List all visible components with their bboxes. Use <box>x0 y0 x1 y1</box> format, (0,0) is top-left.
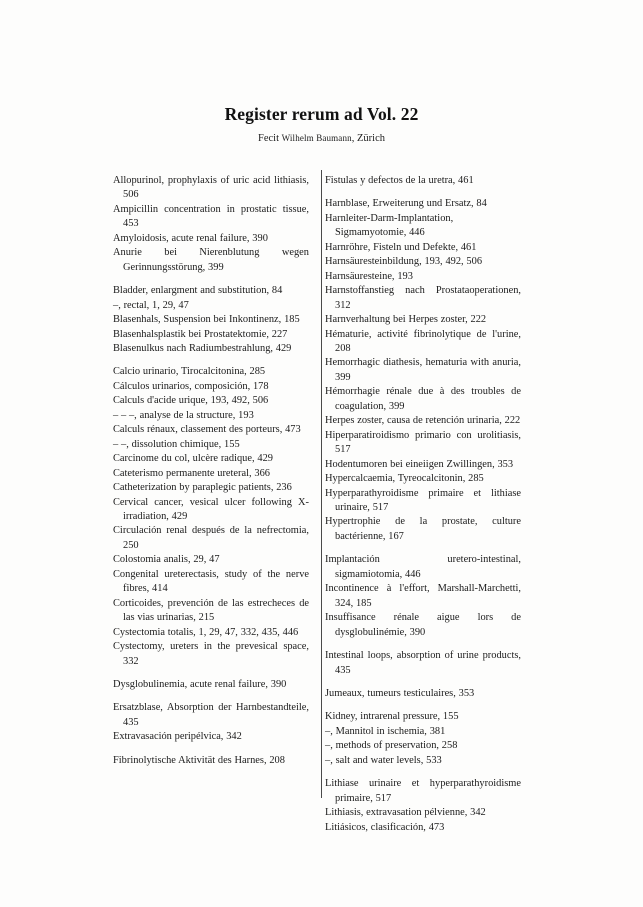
page-title: Register rerum ad Vol. 22 <box>224 104 419 124</box>
index-entry: Harnsäuresteine, 193 <box>325 270 413 282</box>
index-group <box>113 701 309 744</box>
index-group <box>113 754 309 768</box>
index-group <box>113 284 309 356</box>
index-entry: Blasenulkus nach Radiumbestrahlung, 429 <box>113 342 292 354</box>
index-group <box>325 710 521 768</box>
index-group <box>325 649 521 678</box>
byline-suffix: , Zürich <box>351 133 385 144</box>
index-entry: Carcinome du col, ulcère radique, 429 <box>113 453 273 465</box>
index-entry: – – –, analyse de la structure, 193 <box>113 409 254 421</box>
index-entry: Congenital ureterectasis, study of the nerve fibres, 414 <box>113 568 309 595</box>
index-group <box>113 678 309 692</box>
index-entry: Cervical cancer, vesical ulcer following X-irradiation, 429 <box>113 496 309 522</box>
index-entry: Hodentumoren bei eineiigen Zwillingen, 353 <box>325 458 514 470</box>
index-group <box>325 553 521 640</box>
index-entry: – –, dissolution chimique, 155 <box>113 438 240 450</box>
index-entry: Incontinence à l'effort, Marshall-Marchetti, 324, 185 <box>325 583 521 609</box>
index-group <box>325 777 521 835</box>
index-entry: Hématurie, activité fibrinolytique de l'urine, 208 <box>325 328 521 354</box>
index-entry: Cystectomia totalis, 1, 29, 47, 332, 435, 446 <box>113 626 299 638</box>
index-entry: Catheterization by paraplegic patients, 236 <box>113 482 292 494</box>
index-entry: Calculs d'acide urique, 193, 492, 506 <box>113 395 269 407</box>
index-group <box>325 174 521 188</box>
index-entry: Harnleiter-Darm-Implantation, Sigmamyotomie, 446 <box>325 212 454 239</box>
index-entry: Blasenhalsplastik bei Prostatektomie, 227 <box>113 328 288 340</box>
index-entry: Amyloidosis, acute renal failure, 390 <box>113 232 268 244</box>
index-entry: –, methods of preservation, 258 <box>325 740 458 752</box>
index-entry: Circulación renal después de la nefrectomia, 250 <box>113 525 309 551</box>
index-entry: Allopurinol, prophylaxis of uric acid lithiasis, 506 <box>113 175 309 201</box>
index-entry: Cálculos urinarios, composición, 178 <box>113 380 269 392</box>
index-columns <box>113 174 543 833</box>
index-entry: Fistulas y defectos de la uretra, 461 <box>325 175 474 186</box>
index-entry: Hémorrhagie rénale due à des troubles de coagulation, 399 <box>325 386 521 412</box>
index-entry: Kidney, intrarenal pressure, 155 <box>325 711 459 723</box>
index-entry: Cystectomy, ureters in the prevesical space, 332 <box>113 641 309 667</box>
index-entry: Calculs rénaux, classement des porteurs, 473 <box>113 424 301 436</box>
index-column-right <box>325 174 521 835</box>
index-entry: Corticoides, prevención de las estrecheces de las vias urinarias, 215 <box>113 597 309 624</box>
index-entry: Extravasación peripélvica, 342 <box>113 731 242 743</box>
index-entry: Harnröhre, Fisteln und Defekte, 461 <box>325 241 477 253</box>
index-entry: Fibrinolytische Aktivität des Harnes, 208 <box>113 754 285 766</box>
index-group <box>325 687 521 701</box>
index-entry: –, salt and water levels, 533 <box>325 754 442 766</box>
byline-prefix: Fecit <box>258 133 282 144</box>
index-entry: Herpes zoster, causa de retención urinaria, 222 <box>325 415 521 427</box>
index-entry: Bladder, enlargment and substitution, 84 <box>113 285 283 297</box>
index-entry: Hemorrhagic diathesis, hematuria with anuria, 399 <box>325 357 521 383</box>
index-entry: Hypertrophie de la prostate, culture bactérienne, 167 <box>325 516 521 542</box>
index-column-left <box>113 174 309 768</box>
byline-author-name: Wilhelm Baumann <box>281 133 352 143</box>
index-entry: Blasenhals, Suspension bei Inkontinenz, 185 <box>113 314 300 326</box>
index-entry: –, Mannitol in ischemia, 381 <box>325 725 446 737</box>
index-entry: Implantación uretero-intestinal, sigmamiotomia, 446 <box>325 554 521 580</box>
index-entry: Colostomia analis, 29, 47 <box>113 554 220 566</box>
index-entry: Lithiasis, extravasation pélvienne, 342 <box>325 807 486 819</box>
index-entry: Cateterismo permanente ureteral, 366 <box>113 467 270 479</box>
index-entry: Harnsäuresteinbildung, 193, 492, 506 <box>325 256 483 268</box>
index-entry: Harnstoffanstieg nach Prostataoperationen, 312 <box>325 285 521 311</box>
index-entry: Ersatzblase, Absorption der Harnbestandteile, 435 <box>113 702 309 728</box>
index-entry: Intestinal loops, absorption of urine products, 435 <box>325 650 521 676</box>
index-entry: Litiásicos, clasificación, 473 <box>325 821 445 833</box>
index-group <box>113 174 309 275</box>
index-entry: Calcio urinario, Tirocalcitonina, 285 <box>113 366 266 378</box>
index-entry: Harnblase, Erweiterung und Ersatz, 84 <box>325 198 487 210</box>
index-entry: Ampicillin concentration in prostatic tissue, 453 <box>113 203 309 230</box>
index-entry: Jumeaux, tumeurs testiculaires, 353 <box>325 687 475 699</box>
index-entry: –, rectal, 1, 29, 47 <box>113 299 189 311</box>
byline <box>0 133 643 144</box>
index-entry: Dysglobulinemia, acute renal failure, 390 <box>113 678 287 690</box>
index-group <box>325 197 521 544</box>
index-entry: Insuffisance rénale aigue lors de dysglobulinémie, 390 <box>325 612 521 638</box>
index-entry: Anurie bei Nierenblutung wegen Gerinnungsstörung, 399 <box>113 247 309 273</box>
index-entry: Hypercalcaemia, Tyreocalcitonin, 285 <box>325 473 484 485</box>
index-entry: Hiperparatiroidismo primario con urolitiasis, 517 <box>325 429 521 456</box>
column-divider-rule <box>321 170 322 798</box>
index-entry: Lithiase urinaire et hyperparathyroidisme primaire, 517 <box>325 778 521 804</box>
index-entry: Harnverhaltung bei Herpes zoster, 222 <box>325 314 487 326</box>
index-group <box>113 365 309 669</box>
index-entry: Hyperparathyroidisme primaire et lithiase urinaire, 517 <box>325 487 521 513</box>
